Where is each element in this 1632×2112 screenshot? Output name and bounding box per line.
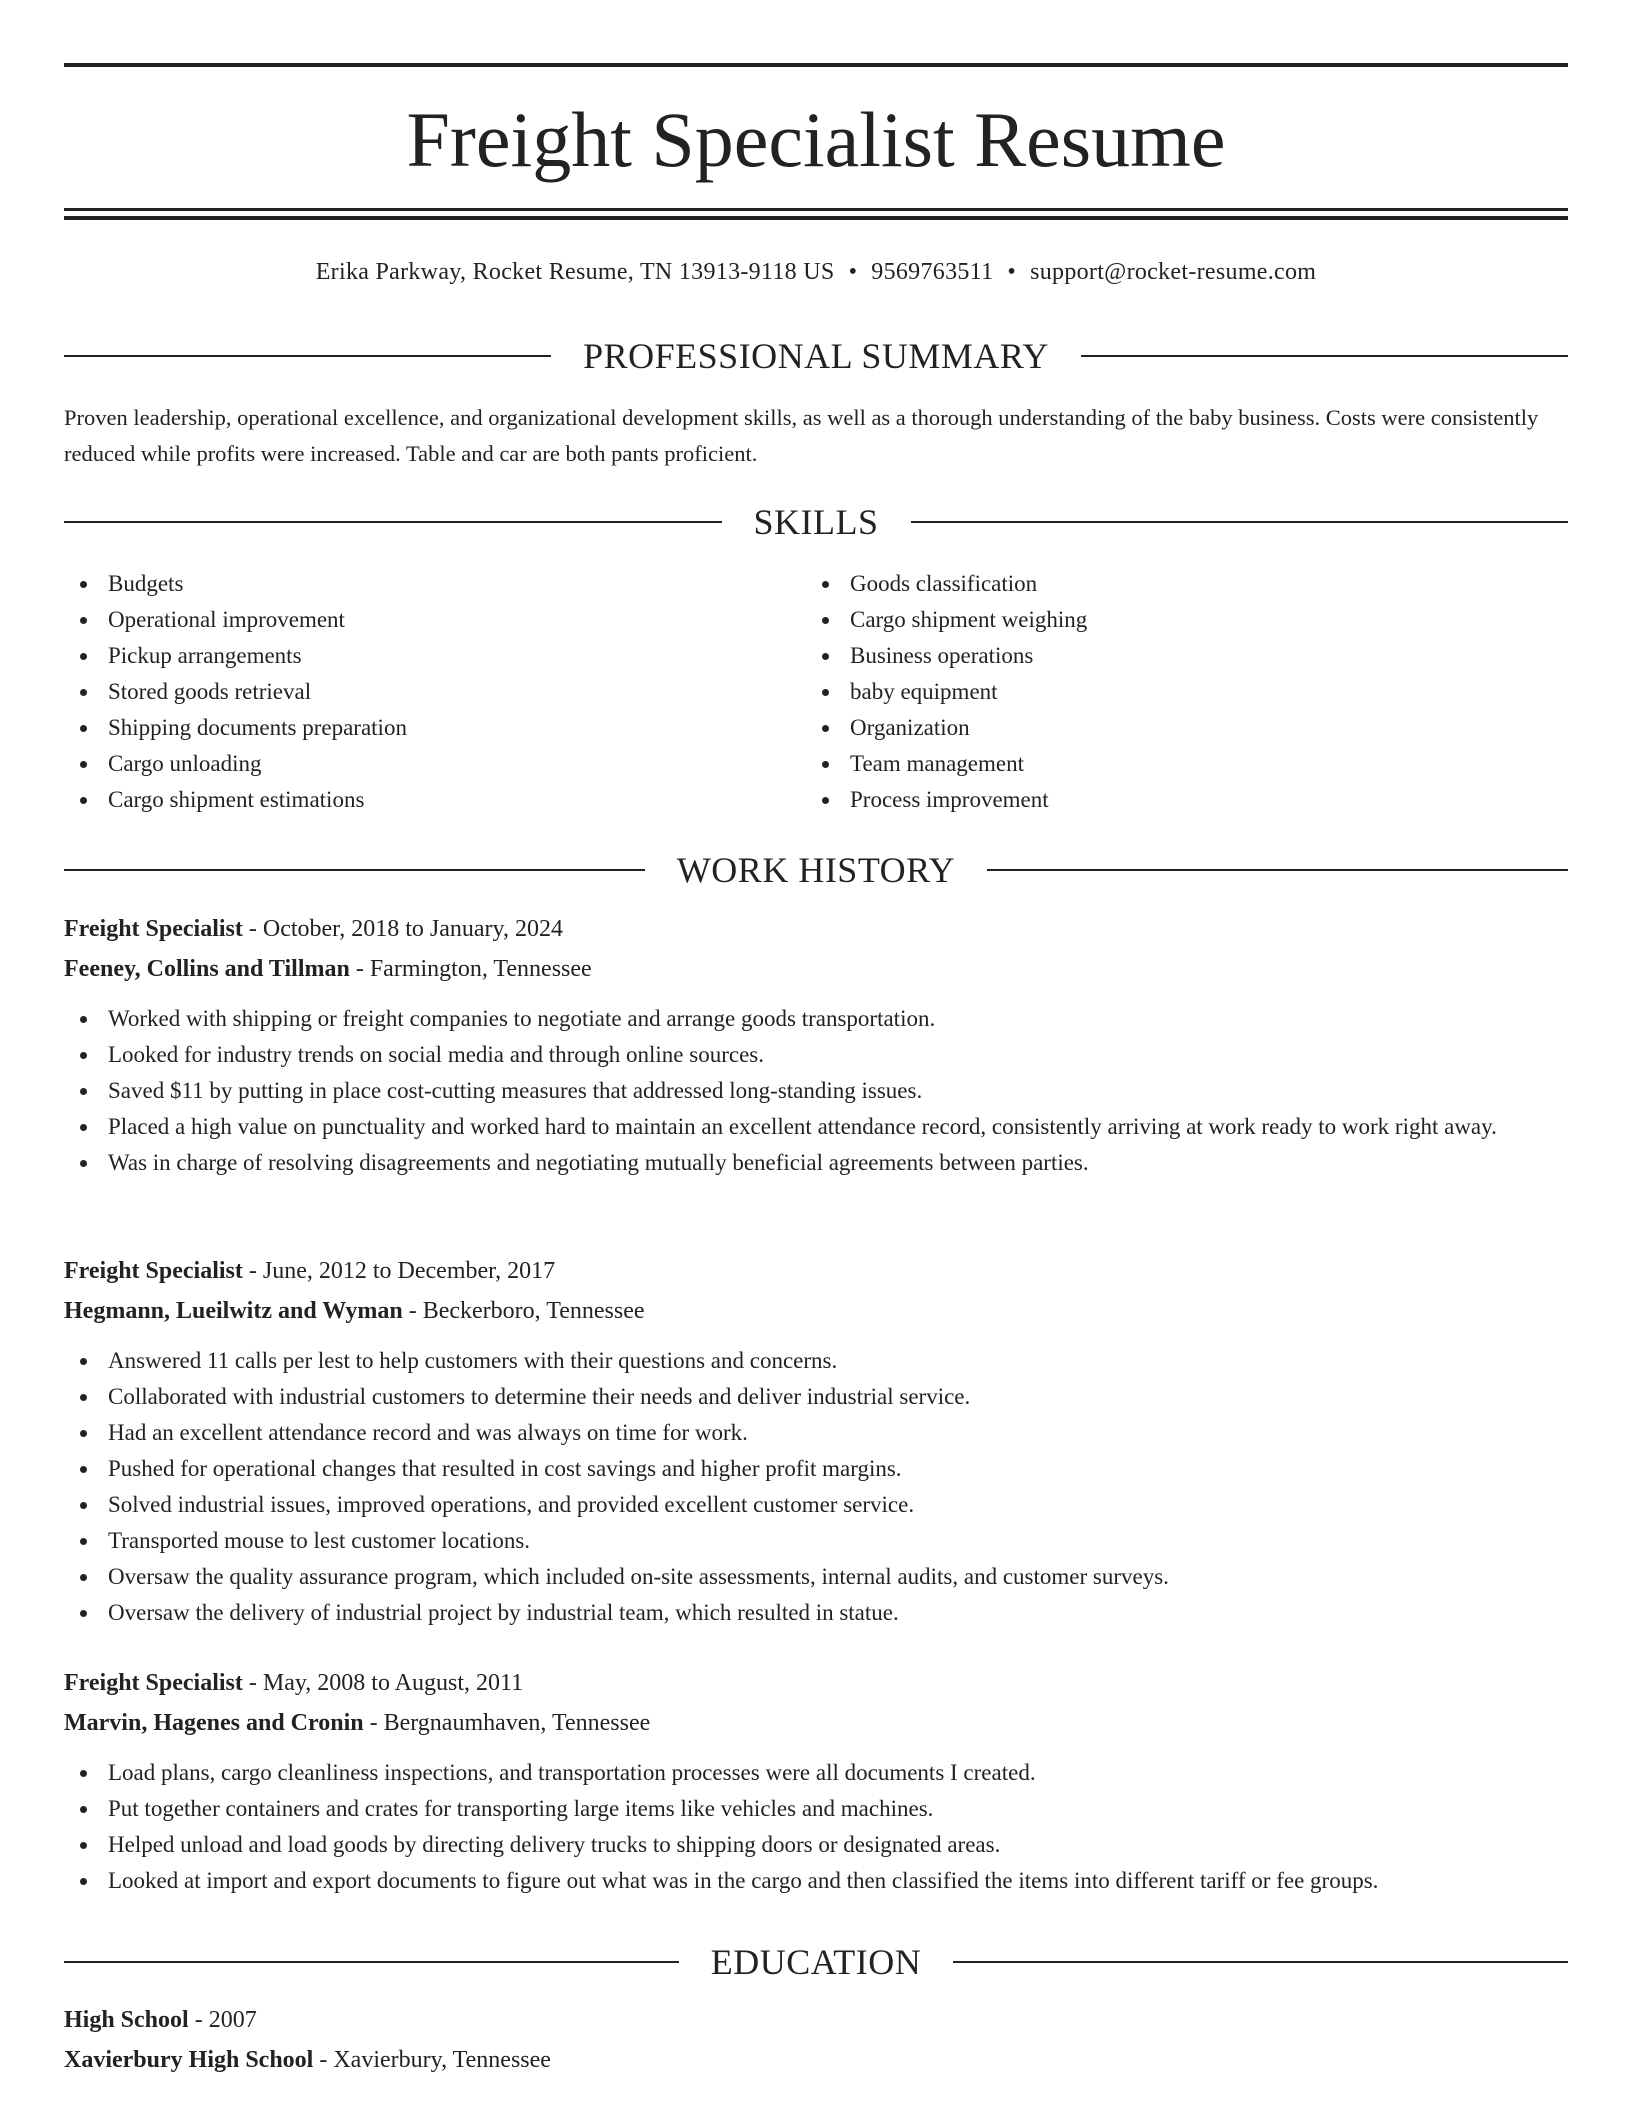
skill-item: Pickup arrangements <box>64 638 764 674</box>
job-dates: - June, 2012 to December, 2017 <box>242 1258 556 1284</box>
divider <box>953 1961 1568 1963</box>
job-location: - Farmington, Tennessee <box>349 956 592 982</box>
job-company: Feeney, Collins and Tillman <box>64 956 350 982</box>
job-bullet: Looked for industry trends on social media and through online sources. <box>64 1037 1568 1073</box>
skills-column-left <box>64 566 764 818</box>
skills-column-right <box>806 566 1506 818</box>
skill-item: Team management <box>806 746 1506 782</box>
job-title-line <box>64 1663 1568 1703</box>
contact-email: support@rocket-resume.com <box>1030 259 1317 285</box>
skill-item: Business operations <box>806 638 1506 674</box>
summary-text: Proven leadership, operational excellence, and organizational development skills, as well as a thorough understanding of the baby business. Costs were consistently reduced while profits were increased. Table and car are both pants proficient. <box>64 405 1539 466</box>
divider <box>911 521 1569 523</box>
job-bullet: Was in charge of resolving disagreements and negotiating mutually beneficial agreements between parties. <box>64 1145 1568 1181</box>
section-header-work <box>64 848 1568 892</box>
skill-item: Organization <box>806 710 1506 746</box>
skill-item: Stored goods retrieval <box>64 674 764 710</box>
contact-separator: • <box>1007 259 1017 285</box>
section-header-skills <box>64 500 1568 544</box>
section-header-education <box>64 1940 1568 1984</box>
section-title: SKILLS <box>753 502 879 542</box>
job-title-line <box>64 1251 1568 1291</box>
contact-separator: • <box>848 259 858 285</box>
job-company-line <box>64 949 1568 989</box>
education-degree: High School <box>64 2007 189 2033</box>
divider <box>64 521 722 523</box>
job-title-line <box>64 909 1568 949</box>
education-entry <box>64 2000 1568 2080</box>
skill-item: Operational improvement <box>64 602 764 638</box>
title-rule-upper <box>64 208 1568 211</box>
resume-title: Freight Specialist Resume <box>406 96 1226 183</box>
education-school: Xavierbury High School <box>64 2047 314 2073</box>
education-school-line <box>64 2040 1568 2080</box>
job-bullet: Oversaw the delivery of industrial project by industrial team, which resulted in statue. <box>64 1595 1568 1631</box>
skill-item: Cargo shipment estimations <box>64 782 764 818</box>
job-company: Marvin, Hagenes and Cronin <box>64 1710 364 1736</box>
skill-item: Cargo unloading <box>64 746 764 782</box>
skill-item: Shipping documents preparation <box>64 710 764 746</box>
divider <box>987 869 1568 871</box>
job-bullet: Had an excellent attendance record and was always on time for work. <box>64 1415 1568 1451</box>
job-entry <box>64 1251 1568 1631</box>
job-company-line <box>64 1291 1568 1331</box>
skill-item: Process improvement <box>806 782 1506 818</box>
contact-phone: 9569763511 <box>871 259 994 285</box>
job-bullet: Pushed for operational changes that resulted in cost savings and higher profit margins. <box>64 1451 1568 1487</box>
job-dates: - October, 2018 to January, 2024 <box>242 916 563 942</box>
job-bullet: Saved $11 by putting in place cost-cutting measures that addressed long-standing issues. <box>64 1073 1568 1109</box>
job-bullet: Placed a high value on punctuality and worked hard to maintain an excellent attendance record, consistently arriving at work ready to work right away. <box>64 1109 1568 1145</box>
job-bullet: Put together containers and crates for transporting large items like vehicles and machines. <box>64 1791 1568 1827</box>
job-title: Freight Specialist <box>64 1258 243 1284</box>
skill-item: Cargo shipment weighing <box>806 602 1506 638</box>
job-company-line <box>64 1703 1568 1743</box>
divider <box>64 355 551 357</box>
divider <box>64 869 645 871</box>
section-title: PROFESSIONAL SUMMARY <box>583 336 1049 376</box>
skill-item: Goods classification <box>806 566 1506 602</box>
skill-item: Budgets <box>64 566 764 602</box>
top-rule <box>64 63 1568 67</box>
education-degree-line <box>64 2000 1568 2040</box>
job-bullet: Load plans, cargo cleanliness inspections, and transportation processes were all documents I created. <box>64 1755 1568 1791</box>
job-bullet: Collaborated with industrial customers to determine their needs and deliver industrial service. <box>64 1379 1568 1415</box>
job-bullet: Answered 11 calls per lest to help customers with their questions and concerns. <box>64 1343 1568 1379</box>
job-dates: - May, 2008 to August, 2011 <box>242 1670 524 1696</box>
section-header-summary <box>64 334 1568 378</box>
divider <box>64 1961 679 1963</box>
job-bullet: Oversaw the quality assurance program, which included on-site assessments, internal audits, and customer surveys. <box>64 1559 1568 1595</box>
divider <box>1081 355 1568 357</box>
job-location: - Beckerboro, Tennessee <box>402 1298 645 1324</box>
contact-line <box>64 254 1568 290</box>
job-location: - Bergnaumhaven, Tennessee <box>363 1710 651 1736</box>
skill-item: baby equipment <box>806 674 1506 710</box>
section-title: WORK HISTORY <box>676 850 956 890</box>
section-title: EDUCATION <box>710 1942 922 1982</box>
education-year: - 2007 <box>188 2007 257 2033</box>
job-bullet: Helped unload and load goods by directing delivery trucks to shipping doors or designated areas. <box>64 1827 1568 1863</box>
title-rule-lower <box>64 216 1568 220</box>
job-entry <box>64 909 1568 1181</box>
job-title: Freight Specialist <box>64 916 243 942</box>
job-title: Freight Specialist <box>64 1670 243 1696</box>
job-entry <box>64 1663 1568 1899</box>
contact-address: Erika Parkway, Rocket Resume, TN 13913-9118 US <box>315 259 835 285</box>
job-bullet: Worked with shipping or freight companies to negotiate and arrange goods transportation. <box>64 1001 1568 1037</box>
job-bullet: Looked at import and export documents to figure out what was in the cargo and then classified the items into different tariff or fee groups. <box>64 1863 1568 1899</box>
education-location: - Xavierbury, Tennessee <box>313 2047 551 2073</box>
job-company: Hegmann, Lueilwitz and Wyman <box>64 1298 403 1324</box>
job-bullet: Solved industrial issues, improved operations, and provided excellent customer service. <box>64 1487 1568 1523</box>
job-bullet: Transported mouse to lest customer locations. <box>64 1523 1568 1559</box>
